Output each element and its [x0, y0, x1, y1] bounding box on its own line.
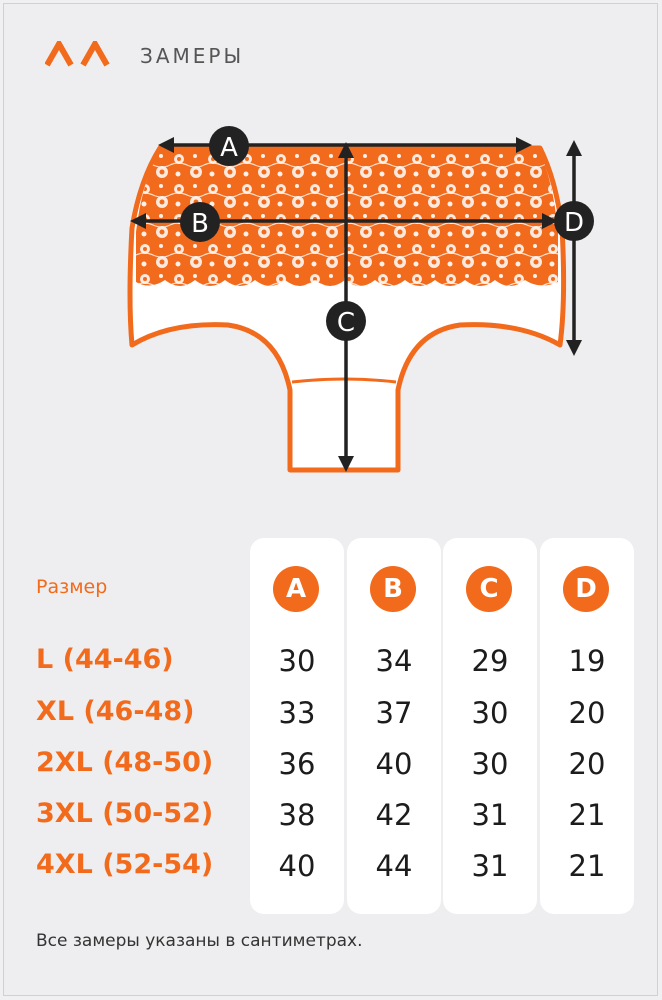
- table-cell: 38: [278, 798, 316, 832]
- row-size-label: L (44-46): [36, 644, 174, 675]
- row-size-label: 4XL (52-54): [36, 849, 214, 880]
- table-cell: 30: [471, 747, 509, 781]
- row-size-label: 3XL (50-52): [36, 798, 214, 829]
- marker-c-label: C: [336, 308, 356, 338]
- size-header: Размер: [36, 576, 108, 598]
- table-cell: 31: [471, 798, 509, 832]
- table-cell: 33: [278, 696, 316, 730]
- table-cell: 21: [568, 849, 606, 883]
- table-cell: 44: [375, 849, 413, 883]
- table-cell: 40: [278, 849, 316, 883]
- table-cell: 20: [568, 747, 606, 781]
- column-header-d: D: [563, 566, 609, 612]
- page-title: ЗАМЕРЫ: [140, 44, 245, 68]
- table-cell: 20: [568, 696, 606, 730]
- table-cell: 30: [471, 696, 509, 730]
- table-cell: 19: [568, 644, 606, 678]
- marker-a-label: A: [220, 133, 238, 163]
- footnote: Все замеры указаны в сантиметрах.: [36, 931, 363, 951]
- table-cell: 29: [471, 644, 509, 678]
- row-size-label: XL (46-48): [36, 696, 195, 727]
- table-cell: 34: [375, 644, 413, 678]
- column-header-b: B: [370, 566, 416, 612]
- column-header-c: C: [466, 566, 512, 612]
- table-cell: 40: [375, 747, 413, 781]
- marker-b-label: B: [191, 209, 209, 239]
- table-cell: 36: [278, 747, 316, 781]
- table-cell: 21: [568, 798, 606, 832]
- marker-d-label: D: [563, 208, 585, 238]
- row-size-label: 2XL (48-50): [36, 747, 214, 778]
- table-cell: 31: [471, 849, 509, 883]
- table-cell: 42: [375, 798, 413, 832]
- column-header-a: A: [273, 566, 319, 612]
- table-cell: 37: [375, 696, 413, 730]
- table-cell: 30: [278, 644, 316, 678]
